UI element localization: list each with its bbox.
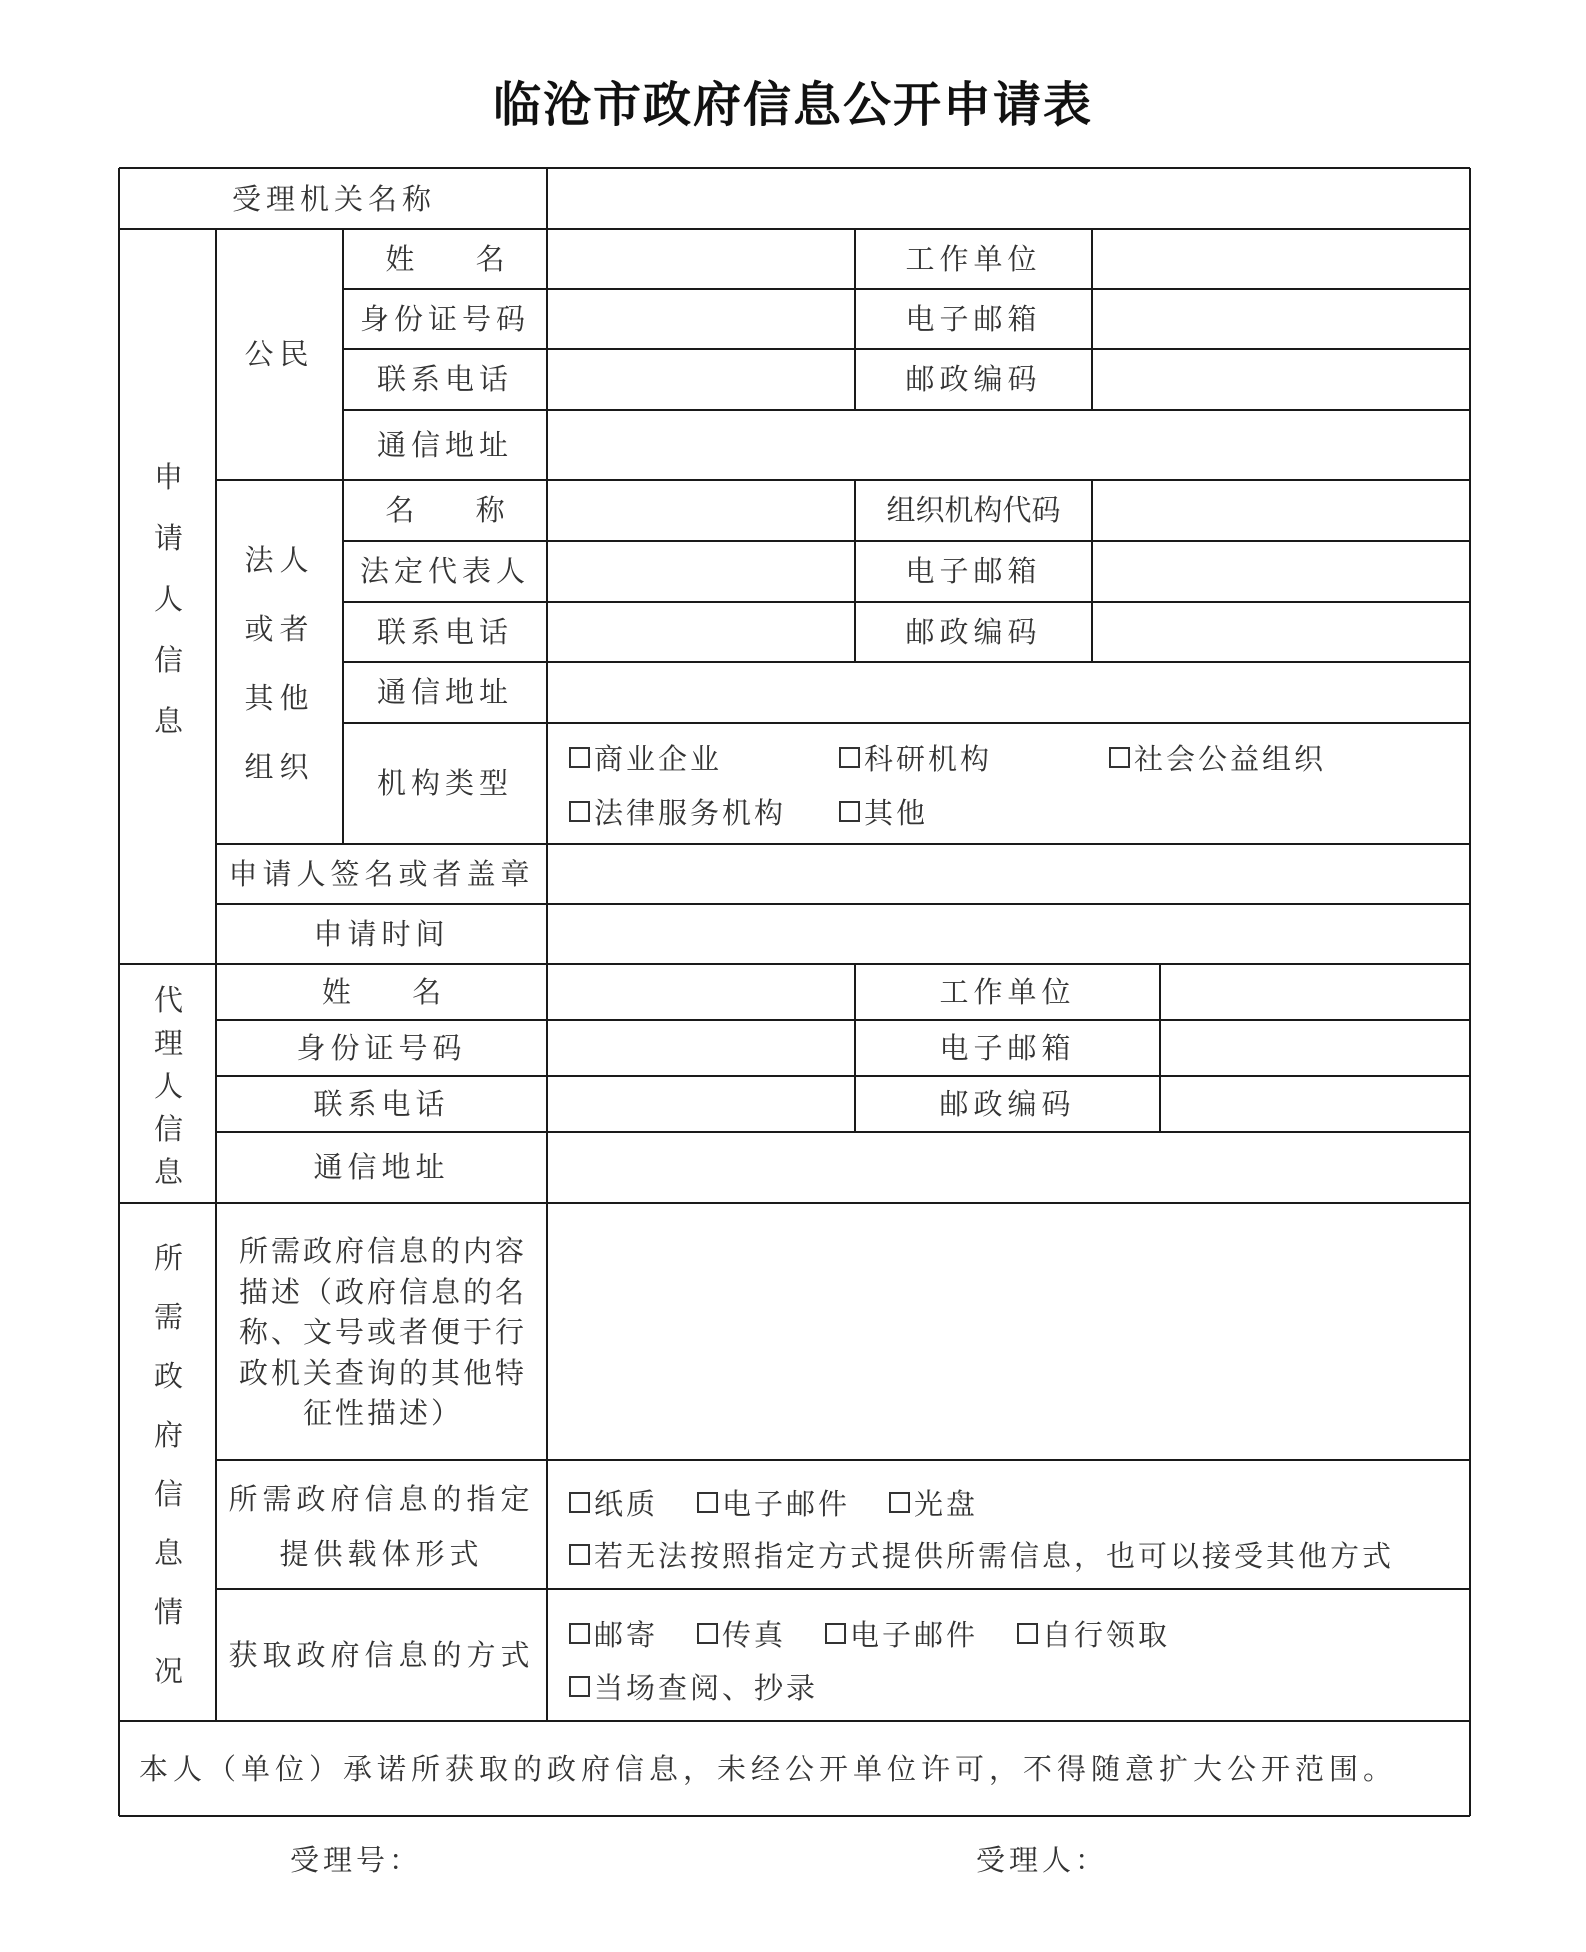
org-name-field[interactable]: [549, 482, 853, 539]
content-description-field[interactable]: [549, 1205, 1468, 1458]
org-legal-rep-label: 法定代表人: [359, 554, 530, 589]
checkbox-icon[interactable]: [569, 1492, 590, 1513]
applicant-signature-field[interactable]: [549, 846, 1468, 902]
agent-work-unit-field[interactable]: [1162, 966, 1468, 1018]
org-postcode-label: 邮政编码: [905, 614, 1042, 649]
org-email-label: 电子邮箱: [905, 554, 1042, 589]
citizen-email-field[interactable]: [1094, 291, 1468, 347]
carrier-accept-other[interactable]: 若无法按照指定方式提供所需信息，也可以接受其他方式: [569, 1534, 1394, 1575]
agent-address-field[interactable]: [549, 1134, 1468, 1201]
retrieval-method-label: 获取政府信息的方式: [228, 1637, 535, 1672]
info-section-label: 所 需 政 府 信 息 情 况: [153, 1241, 183, 1688]
checkbox-icon[interactable]: [839, 801, 860, 822]
receiver-label: 受理人：: [976, 1843, 1109, 1877]
application-date-field[interactable]: [549, 906, 1468, 962]
citizen-id-label: 身份证号码: [359, 301, 530, 336]
checkbox-icon[interactable]: [697, 1623, 718, 1644]
org-postcode-field[interactable]: [1094, 604, 1468, 660]
agent-name-field[interactable]: [549, 966, 853, 1018]
org-type-public-welfare[interactable]: 社会公益组织: [1109, 737, 1326, 778]
pledge-text: 本人（单位）承诺所获取的政府信息，未经公开单位许可，不得随意扩大公开范围。: [139, 1752, 1398, 1787]
org-type-other[interactable]: 其他: [839, 791, 928, 832]
agent-postcode-label: 邮政编码: [939, 1086, 1076, 1121]
agent-id-label: 身份证号码: [296, 1030, 467, 1065]
citizen-id-field[interactable]: [549, 291, 853, 347]
agency-name-label: 受理机关名称: [231, 182, 436, 217]
content-description-label: 所需政府信息的内容描述（政府信息的名称、文号或者便于行政机关查询的其他特征性描述）: [238, 1234, 527, 1431]
checkbox-icon[interactable]: [1017, 1623, 1038, 1644]
citizen-postcode-field[interactable]: [1094, 351, 1468, 408]
method-fax[interactable]: 传真: [697, 1613, 786, 1654]
checkbox-icon[interactable]: [1109, 747, 1130, 768]
org-legal-rep-field[interactable]: [549, 543, 853, 600]
method-mail[interactable]: 邮寄: [569, 1613, 658, 1654]
retrieval-method-options: [549, 1591, 1468, 1719]
citizen-phone-field[interactable]: [549, 351, 853, 408]
method-onsite-review[interactable]: 当场查阅、抄录: [569, 1666, 818, 1707]
org-type-options: [549, 725, 1468, 842]
form-title: 临沧市政府信息公开申请表: [492, 77, 1093, 133]
org-phone-label: 联系电话: [376, 614, 513, 649]
org-type-legal-service[interactable]: 法律服务机构: [569, 791, 786, 832]
agent-name-label: 姓 名: [321, 974, 468, 1009]
citizen-name-field[interactable]: [549, 231, 853, 287]
agency-name-field[interactable]: [549, 170, 1468, 227]
citizen-work-unit-field[interactable]: [1094, 231, 1468, 287]
agent-phone-label: 联系电话: [313, 1086, 450, 1121]
checkbox-icon[interactable]: [569, 1676, 590, 1697]
org-phone-field[interactable]: [549, 604, 853, 660]
receipt-number-label: 受理号：: [290, 1843, 423, 1877]
citizen-work-unit-label: 工作单位: [905, 241, 1042, 276]
carrier-form-label: 所需政府信息的指定 提供载体形式: [228, 1481, 535, 1571]
checkbox-icon[interactable]: [569, 801, 590, 822]
agent-email-label: 电子邮箱: [939, 1030, 1076, 1065]
checkbox-icon[interactable]: [825, 1623, 846, 1644]
citizen-address-field[interactable]: [549, 412, 1468, 478]
agent-work-unit-label: 工作单位: [939, 974, 1076, 1009]
carrier-disc[interactable]: 光盘: [889, 1482, 978, 1523]
org-type-label: 机构类型: [376, 766, 513, 801]
checkbox-icon[interactable]: [569, 747, 590, 768]
org-email-field[interactable]: [1094, 543, 1468, 600]
checkbox-icon[interactable]: [569, 1544, 590, 1565]
agent-phone-field[interactable]: [549, 1078, 853, 1130]
citizen-email-label: 电子邮箱: [905, 301, 1042, 336]
applicant-section-label: 申 请 人 信 息: [153, 460, 183, 738]
citizen-group-label: 公民: [244, 337, 315, 372]
org-type-research[interactable]: 科研机构: [839, 737, 992, 778]
citizen-address-label: 通信地址: [376, 427, 513, 462]
agent-postcode-field[interactable]: [1162, 1078, 1468, 1130]
carrier-email[interactable]: 电子邮件: [697, 1482, 850, 1523]
applicant-signature-label: 申请人签名或者盖章: [228, 856, 535, 891]
org-address-field[interactable]: [549, 664, 1468, 721]
agent-email-field[interactable]: [1162, 1022, 1468, 1074]
citizen-postcode-label: 邮政编码: [905, 362, 1042, 397]
agent-section-label: 代 理 人 信 息: [153, 983, 183, 1189]
org-type-commercial[interactable]: 商业企业: [569, 737, 722, 778]
agent-id-field[interactable]: [549, 1022, 853, 1074]
organization-group-label: 法人 或者 其他 组织: [244, 543, 315, 784]
org-code-label: 组织机构代码: [886, 493, 1061, 528]
carrier-paper[interactable]: 纸质: [569, 1482, 658, 1523]
checkbox-icon[interactable]: [889, 1492, 910, 1513]
org-code-field[interactable]: [1094, 482, 1468, 539]
org-address-label: 通信地址: [376, 675, 513, 710]
org-name-label: 名 称: [385, 493, 531, 528]
checkbox-icon[interactable]: [569, 1623, 590, 1644]
checkbox-icon[interactable]: [697, 1492, 718, 1513]
method-self-pickup[interactable]: 自行领取: [1017, 1613, 1170, 1654]
agent-address-label: 通信地址: [313, 1150, 450, 1185]
checkbox-icon[interactable]: [839, 747, 860, 768]
citizen-name-label: 姓 名: [385, 241, 531, 276]
carrier-options: [549, 1462, 1468, 1587]
citizen-phone-label: 联系电话: [376, 362, 513, 397]
application-date-label: 申请时间: [313, 916, 450, 951]
method-email[interactable]: 电子邮件: [825, 1613, 978, 1654]
